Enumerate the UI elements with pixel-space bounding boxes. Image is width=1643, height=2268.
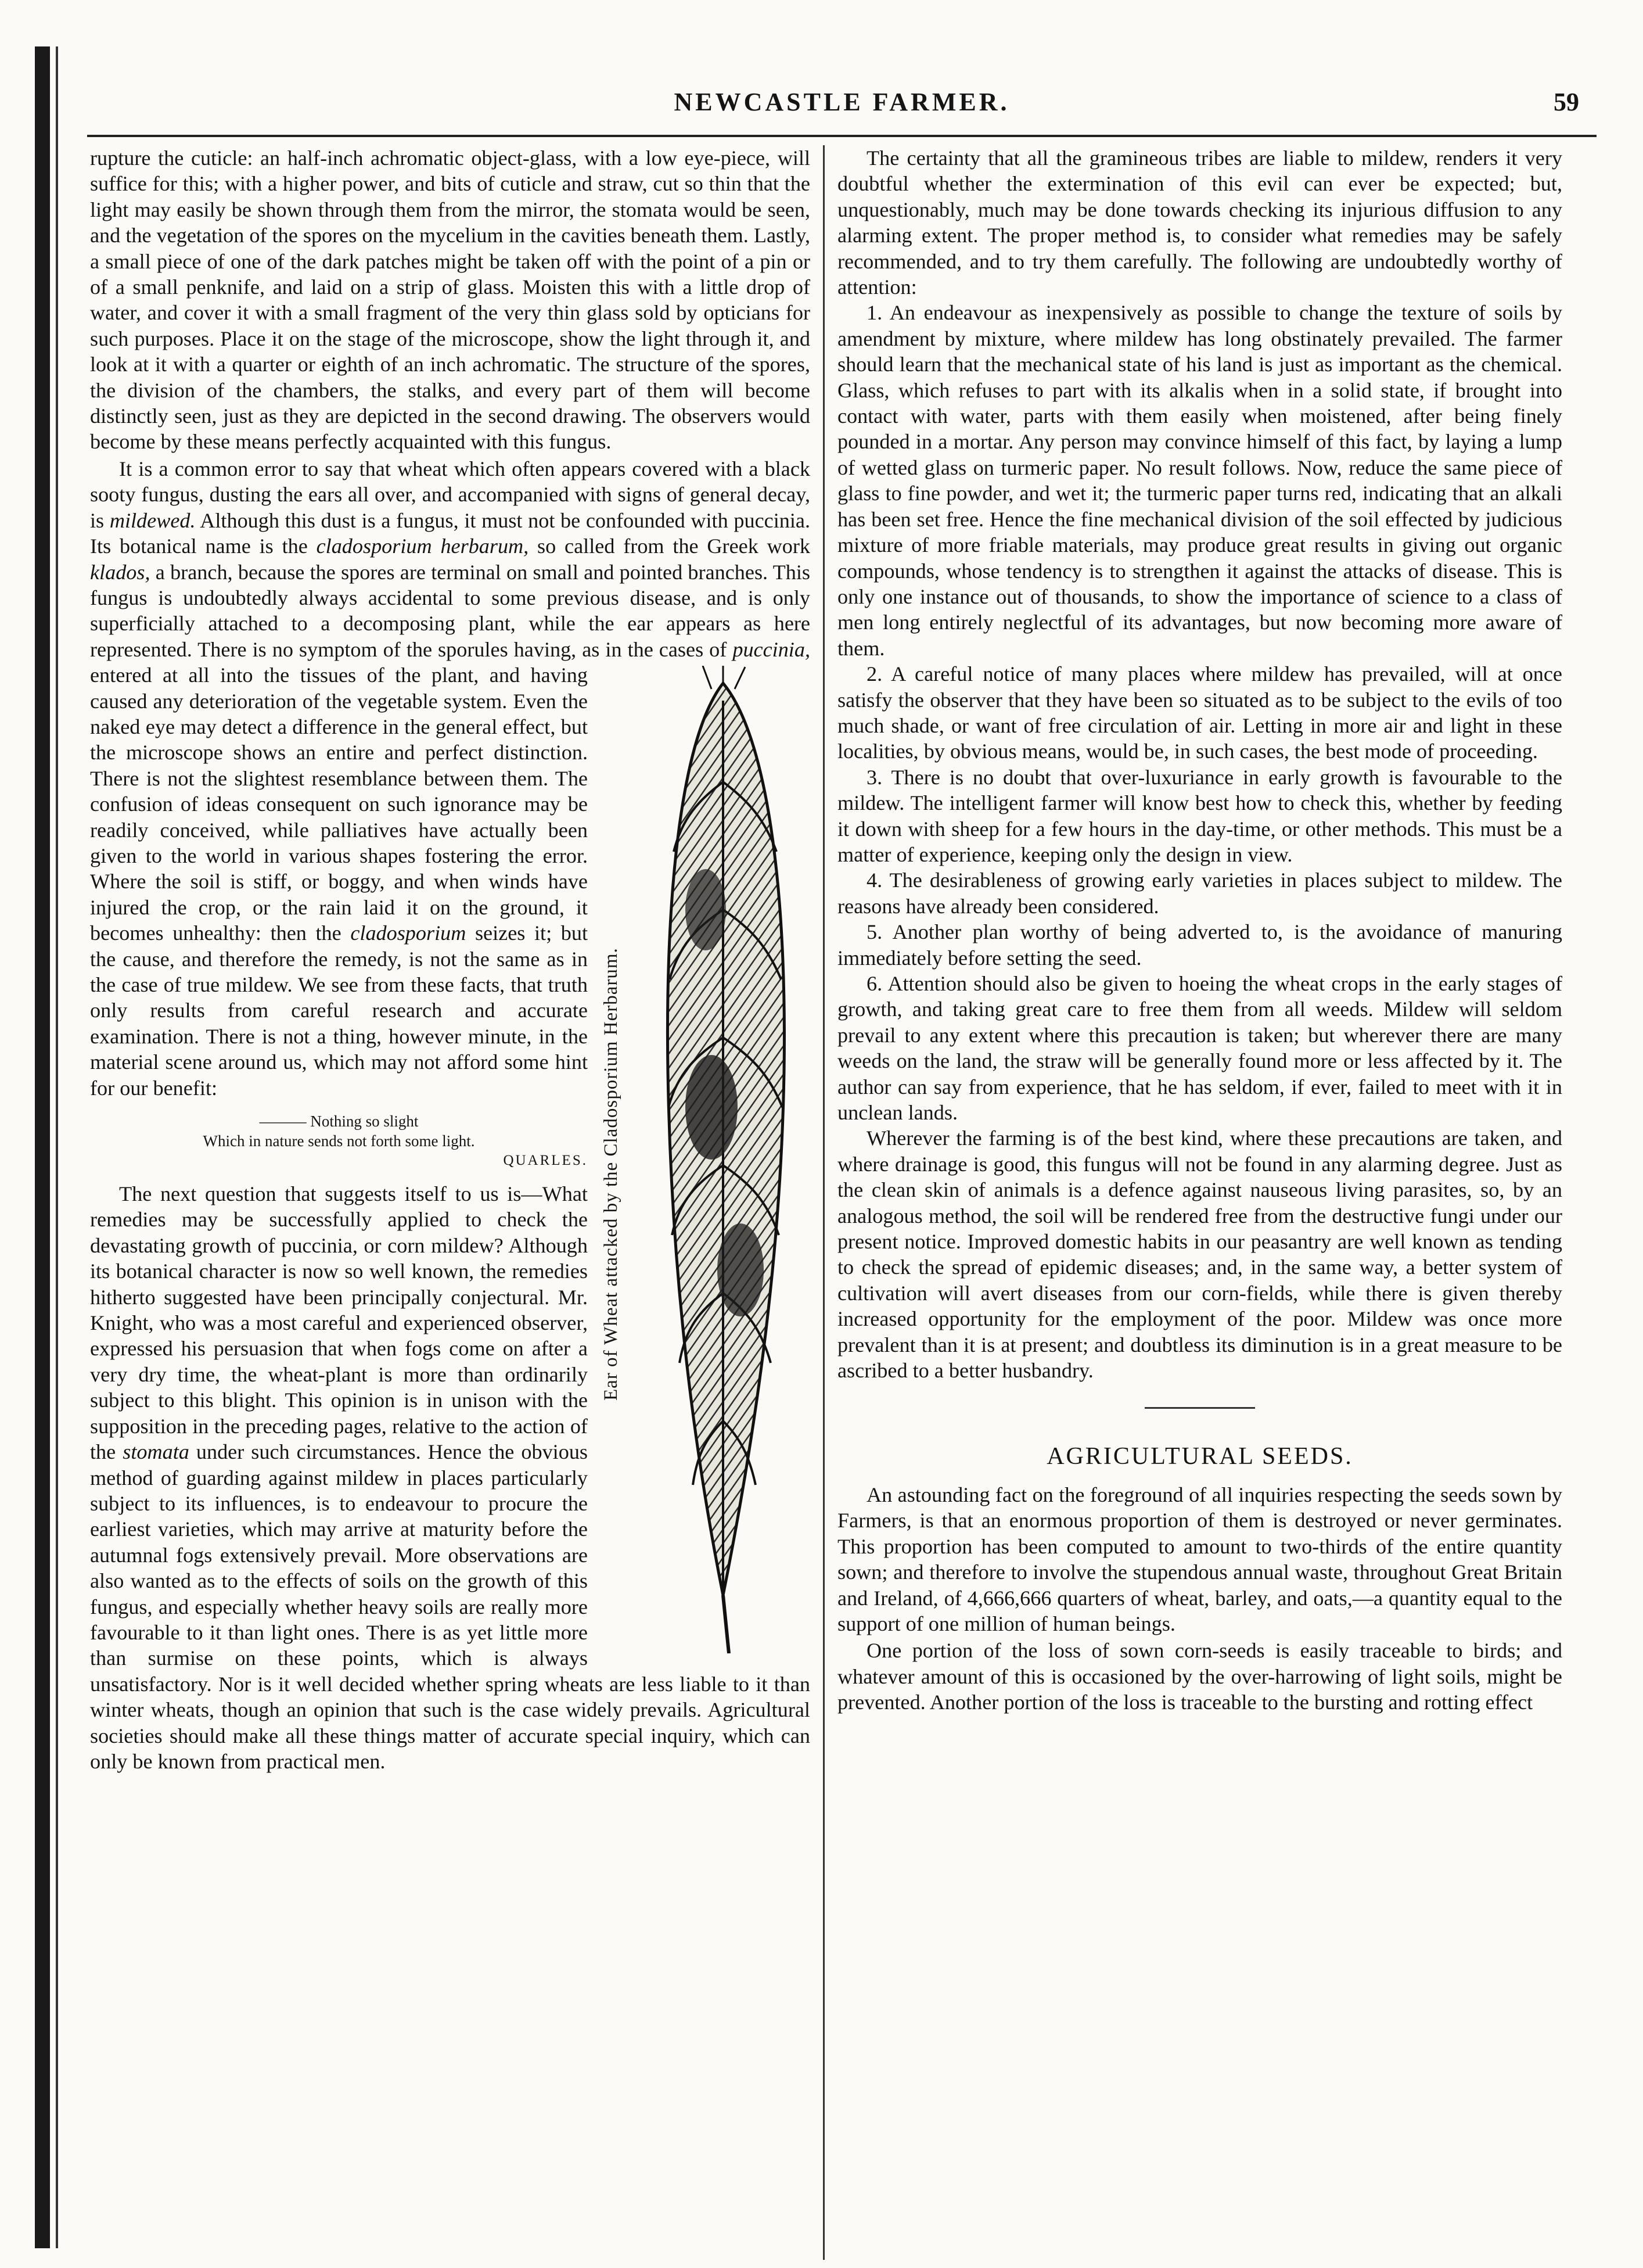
remedy-item: 1. An endeavour as inexpensively as possible to change the texture of soils by amendment by mixture, where mildew has long obstinately prevailed. The farmer should learn that the mechanical state of his land is just as important as the chemical. Glass, which refuses to part with its alkalis when in a solid state, if brought into contact with water, parts with them easily when moistened, after being finely pounded in a mortar. Any person may convince himself of this fact, by laying a lump of wetted glass on turmeric paper. No result follows. Now, reduce the same piece of glass to fine powder, and wet it; the turmeric paper turns red, indicating that an alkali has been set free. Hence the fine mechanical division of the soil effected by judicious mixture of more friable materials, may produce great results in giving out organic compounds, whose tendency is to strengthen it against the attacks of disease. This is only one instance out of thousands, to show the importance of science to a class of men long entirely neglectful of its advantages, but now becoming more aware of them. (837, 301, 1562, 660)
column-divider (823, 145, 825, 2260)
figure-caption: Ear of Wheat attacked by the Cladosporium Herbarum. (601, 948, 621, 1401)
paragraph-remedies-question: The next question that suggests itself to us is—What remedies may be successfully applied to check the devastating growth of puccinia, or corn mildew? Although its botanical character is now so well known, the remedies hitherto suggested have been principally conjectural. Mr. Knight, who was a most careful and experienced observer, expressed his persuasion that when fogs come on after a very dry time, the wheat-plant is more than ordinarily subject to this blight. This opinion is in unison with the supposition in the preceding pages, relative to the action of the stomata under such circumstances. Hence the obvious method of guarding against mildew in places particularly subject to its influences, is to endeavour to procure the earliest varieties, which may arrive at maturity before the autumnal fogs extensively prevail. More observations are also wanted as to the effects of soils on the growth of this fungus, and especially whether heavy soils are really more favourable to it than light ones. There is as yet little more than surmise on these points, which is always unsatisfactory. Nor is it well decided whether spring wheats are less liable to it than winter wheats, though an opinion that such is the case widely prevails. Agricultural societies should make all these things matter of accurate special inquiry, which can only be known from practical men. (90, 1182, 810, 1773)
wheat-ear-illustration (642, 666, 810, 1653)
remedy-item: 4. The desirableness of growing early varieties in places subject to mildew. The reasons have already been considered. (837, 869, 1562, 918)
page-number: 59 (1554, 88, 1579, 116)
right-column (837, 145, 1562, 1716)
running-title: NEWCASTLE FARMER. (674, 88, 1010, 116)
wheat-ear-figure (598, 666, 810, 1653)
verse-line-1: ——— Nothing so slight (259, 1113, 419, 1131)
remedy-list (837, 300, 1562, 1125)
header-rule (87, 135, 1597, 137)
remedy-item: 3. There is no doubt that over-luxuriance in early growth is favourable to the mildew. The intelligent farmer will know best how to check this, whether by feeding it down with sheep for a few hours in the day-time, or other methods. This must be a matter of experience, keeping only the design in view. (837, 765, 1562, 866)
paragraph-microscope-method: rupture the cuticle: an half-inch achromatic object-glass, with a low eye-piece, will suffice for this; with a higher power, and bits of cuticle and straw, cut so thin that the light may easily be shown through them from the mirror, the stomata would be seen, and the vegetation of the spores on the mycelium in the cavities beneath them. Lastly, a small piece of one of the dark patches might be taken off with the point of a pin or of a small penknife, and laid on a strip of glass. Moisten this with a little drop of water, and cover it with a small fragment of the very thin glass sold by opticians for such purposes. Place it on the stage of the microscope, show the light through it, and look at it with a quarter or eighth of an inch achromatic. The structure of the spores, the division of the chambers, the stalks, and every part of them will become distinctly seen, just as they are depicted in the second drawing. The observers would become by these means perfectly acquainted with this fungus. (90, 146, 810, 454)
remedy-item: 5. Another plan worthy of being adverted to, is the avoidance of manuring immediately before setting the seed. (837, 920, 1562, 970)
verse-line-2: Which in nature sends not forth some light. (203, 1132, 475, 1150)
remedy-item: 6. Attention should also be given to hoeing the wheat crops in the early stages of growth, and taking great care to free them from all weeds. Mildew will seldom prevail to any extent where this precaution is taken; but wherever there are many weeds on the land, the straw will be generally found more or less affected by it. The author can say from experience, that he has seldom, if ever, failed to meet with it in unclean lands. (837, 972, 1562, 1125)
section-rule (1145, 1407, 1255, 1409)
page-spine-rule (56, 46, 58, 2248)
section-heading-agricultural-seeds: AGRICULTURAL SEEDS. (1047, 1442, 1353, 1470)
remedy-item: 2. A careful notice of many places where mildew has prevailed, will at once satisfy the observer that they have been so situated as to be subject to the evils of too much shade, or want of free circulation of air. Letting in more air and light in these localities, by obvious means, would be, in such cases, the best mode of proceeding. (837, 662, 1562, 763)
page-spine-edge (35, 46, 50, 2248)
page-header (87, 87, 1597, 128)
paragraph-better-husbandry: Wherever the farming is of the best kind, where these precautions are taken, and where drainage is good, this fungus will not be found in any alarming degree. Just as the clean skin of animals is a defence against nauseous living parasites, so, by an analogous method, the soil will be rendered free from the destructive fungi under our present notice. Improved domestic habits in our peasantry are well known as tending to check the spread of epidemic diseases; and, in the same way, a better system of cultivation will avert diseases from our corn-fields, while there is given thereby increased opportunity for the employment of the poor. Mildew was once more prevalent than it is at present; and doubtless its diminution is in a great measure to be ascribed to a better husbandry. (837, 1126, 1562, 1383)
paragraph-cladosporium: It is a common error to say that wheat which often appears covered with a black sooty fungus, dusting the ears all over, and accompanied with signs of general decay, is mildewed. Although this dust is a fungus, it must not be confounded with puccinia. Its botanical name is the cladosporium herbarum, so called from the Greek work klados, a branch, because the spores are terminal on small and pointed branches. This fungus is undoubtedly always accidental to some previous disease, and is only superficially attached to a decomposing plant, while the ear appears as here represented. There is no symptom of the sporules having, as in the cases of Ear of Wheat attacked by the Cladosporium Herbarum. puccinia, entered at all into the tissues of the plant, and having caused any deterioration of the vegetable system. Even the naked eye may detect a difference in the general effect, but the microscope shows an entire and perfect distinction. There is not the slightest resemblance between them. The confusion of ideas consequent on such ignorance may be readily conceived, while palliatives have actually been given to the world in various shapes fostering the error. Where the soil is stiff, or boggy, and when winds have injured the crop, or the rain laid it on the ground, it becomes unhealthy: then the cladosporium seizes it; but the cause, and therefore the remedy, is not the same as in the case of true mildew. We see from these facts, that truth only results from careful research and accurate examination. There is not a thing, however minute, in the material scene around us, which may not afford some hint for our benefit: (90, 456, 810, 1101)
paragraph-mildew-certainty: The certainty that all the gramineous tribes are liable to mildew, renders it very doubtful whether the extermination of this evil can ever be expected; but, unquestionably, much may be done towards checking its injurious diffusion to any alarming extent. The proper method is, to consider what remedies may be safely recommended, and to try them carefully. The following are undoubtedly worthy of attention: (837, 146, 1562, 299)
paragraph-seeds-loss: One portion of the loss of sown corn-seeds is easily traceable to birds; and whatever amount of this is occasioned by the over-harrowing of light soils, might be prevented. Another portion of the loss is traceable to the bursting and rotting effect (837, 1639, 1562, 1714)
paragraph-seeds-waste: An astounding fact on the foreground of all inquiries respecting the seeds sown by Farmers, is that an enormous proportion of them is destroyed or never germinates. This proportion has been computed to amount to two-thirds of the entire quantity sown; and therefore to involve the stupendous annual waste, throughout Great Britain and Ireland, of 4,666,666 quarters of wheat, barley, and oats,—a quantity equal to the support of one million of human beings. (837, 1483, 1562, 1635)
left-column (90, 145, 810, 1774)
verse-author: QUARLES. (503, 1153, 588, 1169)
